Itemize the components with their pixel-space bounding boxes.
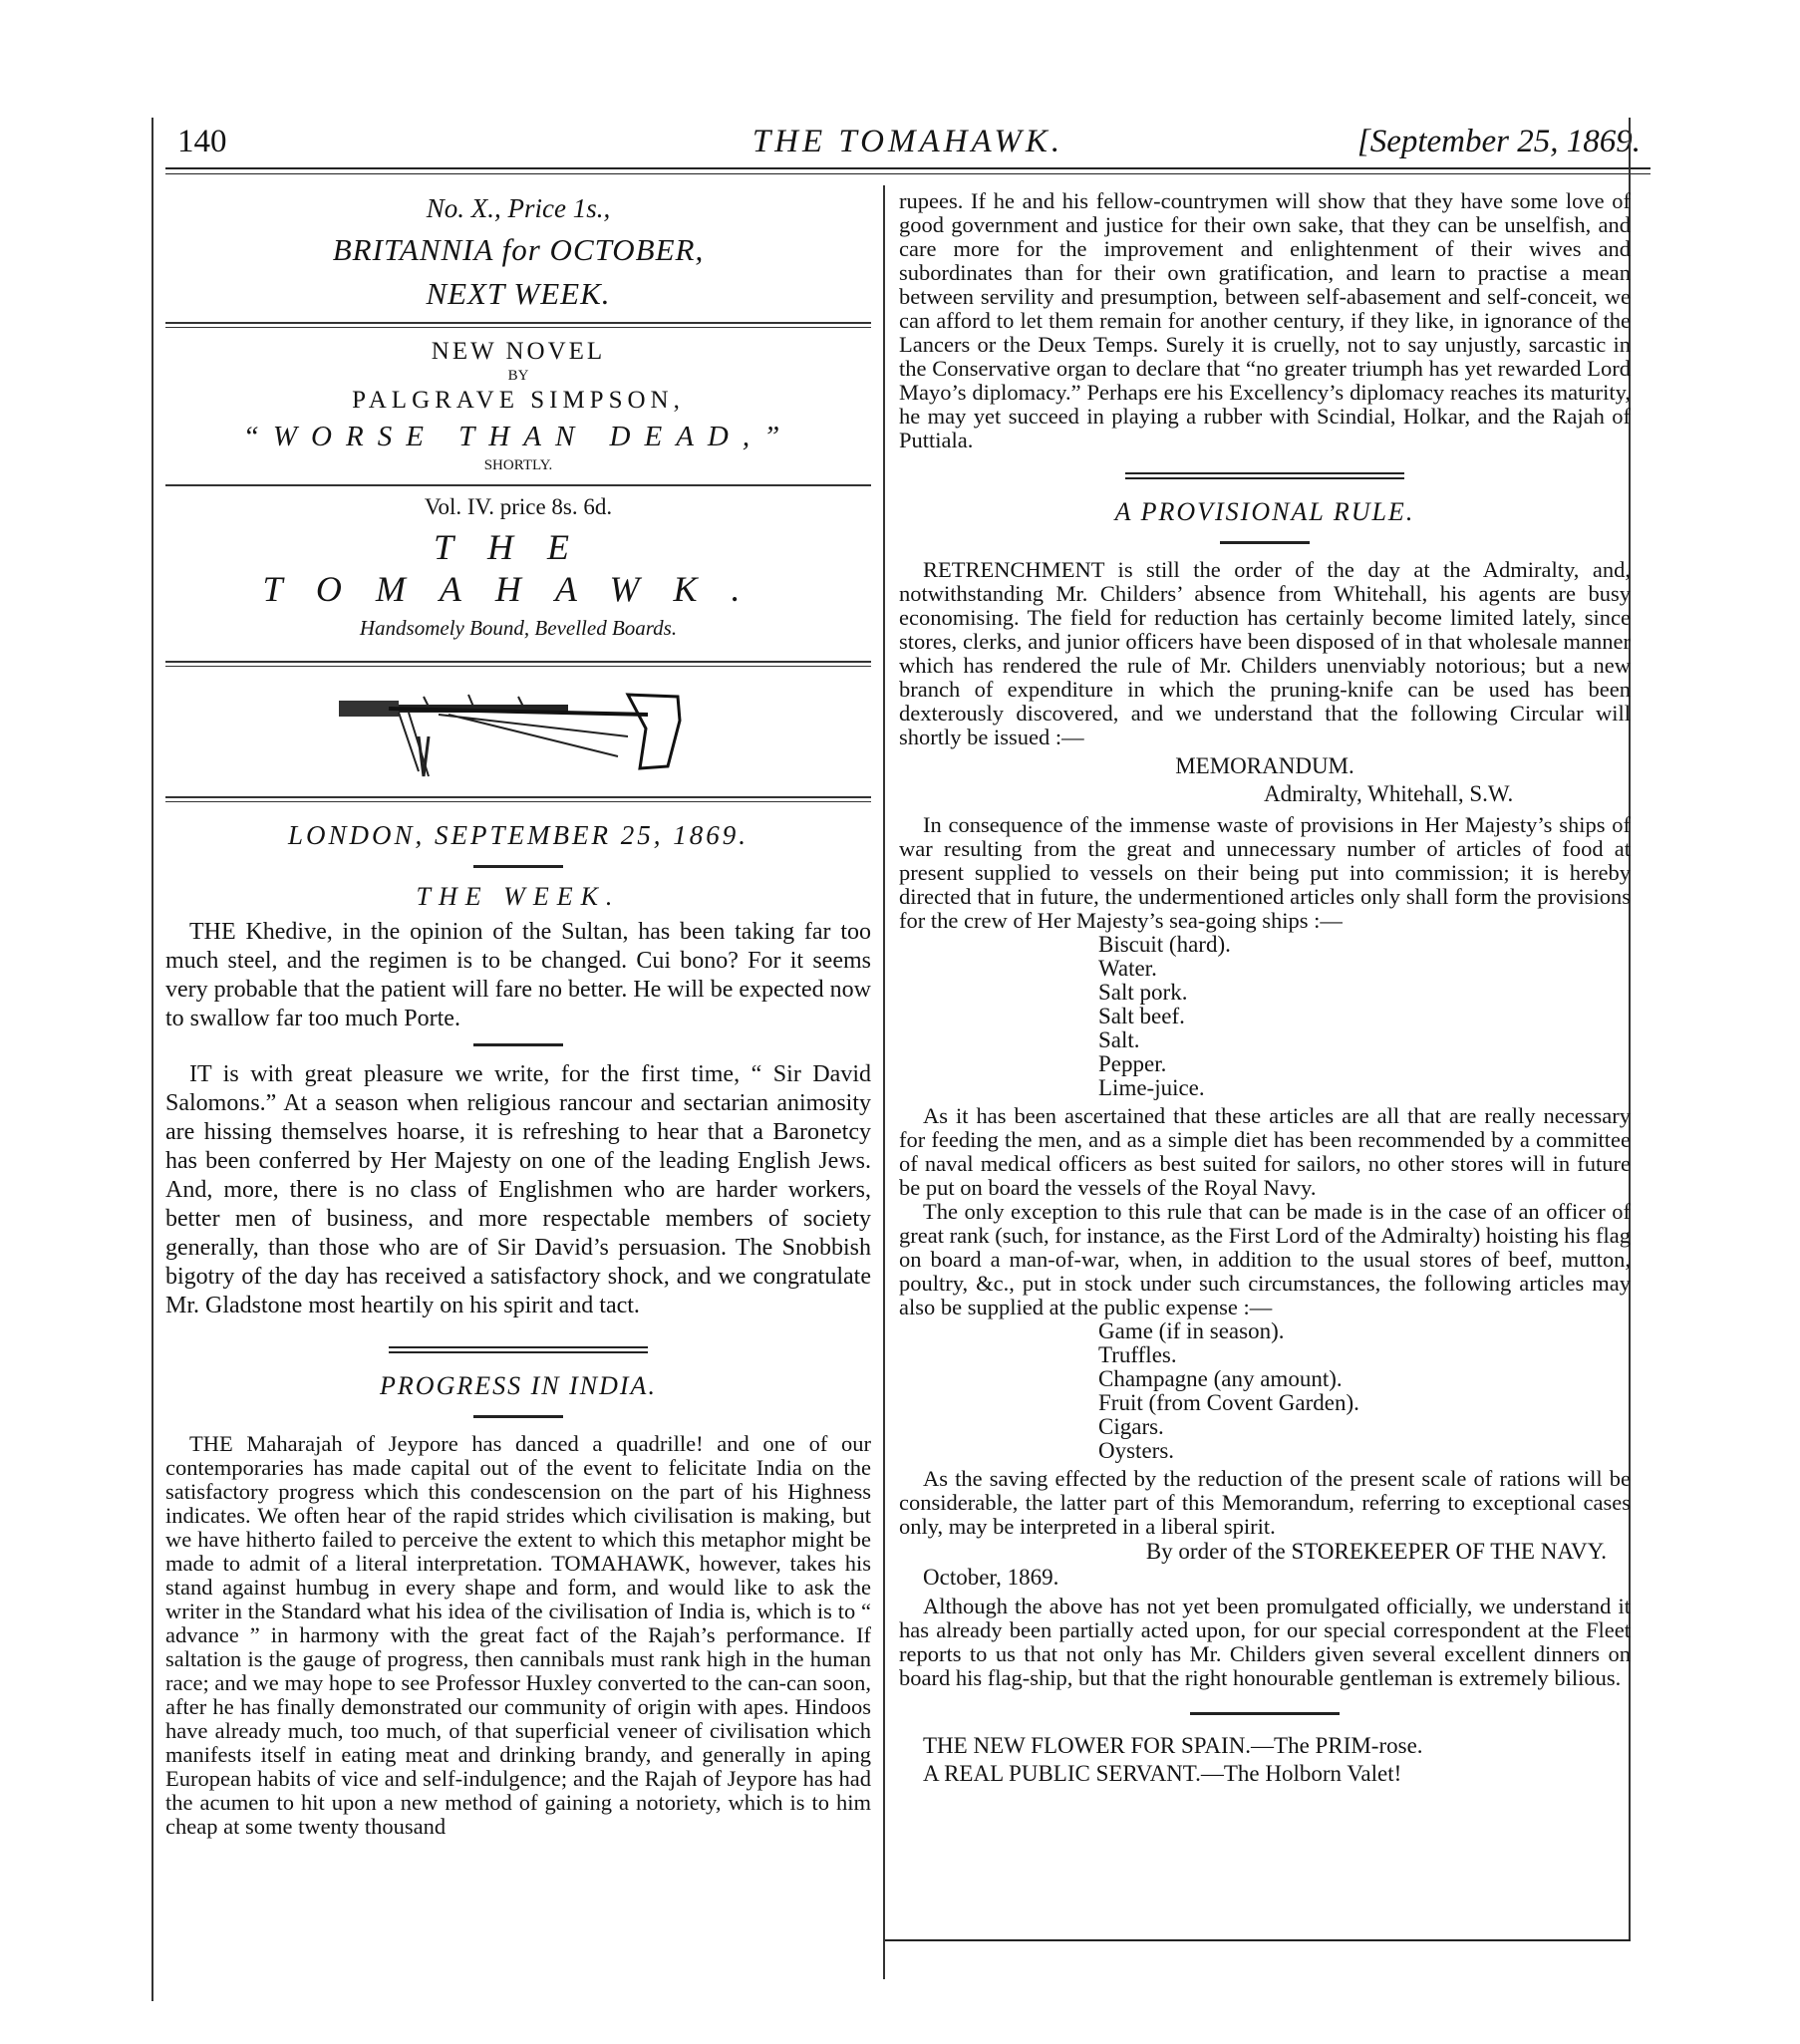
volume-price: Vol. IV. price 8s. 6d. (424, 494, 613, 519)
officer-item: Oysters. (1098, 1438, 1175, 1463)
ad-divider-2 (165, 484, 871, 486)
india-para: THE Maharajah of Jeypore has danced a quadrille! and one of our contemporaries has made capital out of the event to felicitate India on the satisfactory progress which this condescension on the part of his Highness indicates. We often hear of the rapid strides which civilisation is making, but we have hitherto failed to perceive the extent to which this metaphor might be made to admit of a literal interpretation. TOMAHAWK, however, takes his stand against humbug in every shape and form, and would like to ask the writer in the Standard what his idea of the civilisation of India is, which is to “ advance ” in harmony with the great fact of the Rajah’s performance. If saltation is the gauge of progress, then cannibals must rank high in the human race; and we may hope to see Professor Huxley converted to the can-can soon, after he has finally demonstrated our community of origin with apes. Hindoos have already much, too much, of that superficial veneer of civilisation which manifests itself in eating meat and drinking brandy, and generally in aping European habits of vice and self-indulgence; and the Rajah of Jeypore has had the acumen to hit upon a new method of gaining a notoriety, which is to him cheap at some twenty thousand (165, 1431, 871, 1839)
memo-signature: By order of the STOREKEEPER OF THE NAVY. (1145, 1539, 1607, 1564)
ration-list (1098, 933, 1631, 1100)
officer-item: Game (if in season). (1098, 1318, 1285, 1343)
officer-item: Fruit (from Covent Garden). (1098, 1390, 1359, 1415)
left-margin-rule (151, 118, 153, 2001)
britannia-title: BRITANNIA for OCTOBER, (332, 232, 705, 267)
emblem-rule-top (165, 661, 871, 667)
short-rule-4 (1220, 541, 1310, 544)
ad-divider (165, 322, 871, 328)
ration-item: Salt pork. (1098, 980, 1188, 1005)
novel-title: “WORSE THAN DEAD,” (242, 421, 794, 452)
left-column (165, 189, 871, 1839)
novel-author: PALGRAVE SIMPSON, (352, 387, 685, 414)
the-week-heading: THE WEEK. (416, 882, 621, 911)
section-rule-2 (1125, 472, 1404, 479)
header-rule-thin (165, 173, 1650, 174)
week-para-khedive: THE Khedive, in the opinion of the Sultan, has been taking far too much steel, and the regimen is to be changed. Cui bono? For it seems very probable that the patient will fare no better. He will be expected now to swallow far too much Porte. (165, 919, 871, 1031)
ration-item: Biscuit (hard). (1098, 932, 1231, 957)
right-column (899, 189, 1631, 1787)
officer-item: Cigars. (1098, 1414, 1164, 1439)
rule-para-retrenchment: RETRENCHMENT is still the order of the day at the Admiralty, and, notwithstanding Mr. Childers’ absence from Whitehall, his agents are busy economising. The field for reduction has certainly become limited lately, since stores, clerks, and junior officers have been disposed of in that wholesale manner which has rendered the rule of Mr. Childers unenviably notorious; but a new branch of expenditure in which the pruning-knife can be used has been dexterously discovered, and we understand that the following Circular will shortly be issued :— (899, 557, 1631, 749)
rule-para-saving: As the saving effected by the reduction of the present scale of rations will be considerable, the latter part of this Memorandum, referring to exceptional cases only, may be interpreted in a liberal spirit. (899, 1466, 1631, 1539)
novel-label: NEW NOVEL (431, 338, 606, 365)
dateline: LONDON, SEPTEMBER 25, 1869. (288, 820, 749, 850)
ration-item: Salt beef. (1098, 1004, 1185, 1028)
volume-binding: Handsomely Bound, Bevelled Boards. (359, 616, 678, 640)
rule-para-ascertained: As it has been ascertained that these articles are all that are really necessary for feeding the men, and as a simple diet has been recommended by a committee of naval medical officers as best suited for sailors, no other stores will in future be put on board the vessels of the Royal Navy. (899, 1103, 1631, 1200)
rule-para-although: Although the above has not yet been promulgated officially, we understand it has already been partially acted upon, for our special correspondent at the Fleet reports to us that not only has Mr. Childers given several excellent dinners on board his flag-ship, but that the right honourable gentleman is extremely bilious. (899, 1594, 1631, 1690)
ration-item: Lime-juice. (1098, 1075, 1205, 1100)
novel-shortly: SHORTLY. (483, 457, 553, 473)
memo-title: MEMORANDUM. (1175, 753, 1354, 778)
memo-address: Admiralty, Whitehall, S.W. (1264, 781, 1514, 806)
britannia-price: No. X., Price 1s., (426, 193, 611, 223)
joke-spain: THE NEW FLOWER FOR SPAIN.—The PRIM-rose. (923, 1733, 1423, 1758)
masthead-title: THE TOMAHAWK. (751, 124, 1064, 159)
emblem-rule-bottom (165, 796, 871, 802)
ration-item: Water. (1098, 956, 1157, 981)
page-header (165, 124, 1650, 167)
column-divider (883, 185, 885, 1979)
page-number: 140 (177, 124, 227, 159)
header-rule (165, 167, 1650, 169)
joke-valet: A REAL PUBLIC SERVANT.—The Holborn Valet! (923, 1761, 1402, 1786)
short-rule-5 (1190, 1712, 1340, 1715)
ration-item: Pepper. (1098, 1051, 1167, 1076)
officer-item: Champagne (any amount). (1098, 1366, 1343, 1391)
rule-para-exception: The only exception to this rule that can be made is in the case of an officer of great rank (such, for instance, as the First Lord of the Admiralty) hoisting his flag on board a man-of-war, when, in addition to the usual stores of beef, mutton, poultry, &c., put in stock under such circumstances, the following articles may also be supplied at the public expense :— (899, 1199, 1631, 1319)
officer-list (1098, 1319, 1631, 1463)
india-continuation: rupees. If he and his fellow-countrymen will show that they have some love of good government and justice for their own sake, that they can be unselfish, and care more for the improvement and enlightenment of their wives and subordinates than for their own gratification, and learn to practise a mean between servility and presumption, between self-abasement and self-conceit, we can afford to let them remain for another century, if they like, in ignorance of the Lancers or the Deux Temps. Surely it is cruelly, not to say unjustly, sarcastic in the Conservative organ to declare that “no greater triumph has yet rewarded Lord Mayo’s diplomacy.” Perhaps ere his Excellency’s diplomacy reaches its maturity, he may yet succeed in playing a rubber with Scindial, Holkar, and the Rajah of Puttiala. (899, 188, 1631, 452)
volume-title: THE TOMAHAWK. (262, 527, 774, 609)
ration-item: Salt. (1098, 1027, 1140, 1052)
column-bottom-rule (885, 1939, 1631, 1941)
progress-india-heading: PROGRESS IN INDIA. (380, 1371, 657, 1400)
memo-date: October, 1869. (923, 1565, 1059, 1590)
tomahawk-icon (165, 677, 871, 786)
short-rule (473, 865, 563, 868)
issue-date: [September 25, 1869. (1356, 124, 1641, 159)
rule-para-waste: In consequence of the immense waste of provisions in Her Majesty’s ships of war resulting from the great and unnecessary number of articles of food at present supplied to vessels on their being put into commission; it is hereby directed that in future, the undermentioned articles only shall form the provisions for the crew of Her Majesty’s sea-going ships :— (899, 812, 1631, 933)
short-rule-3 (473, 1415, 563, 1418)
section-rule (389, 1346, 648, 1353)
officer-item: Truffles. (1098, 1342, 1177, 1367)
novel-by: BY (507, 368, 529, 384)
short-rule-2 (473, 1043, 563, 1046)
provisional-rule-heading: A PROVISIONAL RULE. (1114, 497, 1415, 526)
week-para-salomons: IT is with great pleasure we write, for the first time, “ Sir David Salomons.” At a season when religious rancour and sectarian animosity are hissing themselves hoarse, it is refreshing to hear that a Baronetcy has been conferred by Her Majesty on one of the leading English Jews. And, more, there is no class of Englishmen who are harder workers, better men of business, and more respectable members of society generally, than those who are of Sir David’s persuasion. The Snobbish bigotry of the day has received a satisfactory shock, and we congratulate Mr. Gladstone most heartily on his spirit and tact. (165, 1061, 871, 1318)
britannia-next-week: NEXT WEEK. (426, 276, 611, 311)
